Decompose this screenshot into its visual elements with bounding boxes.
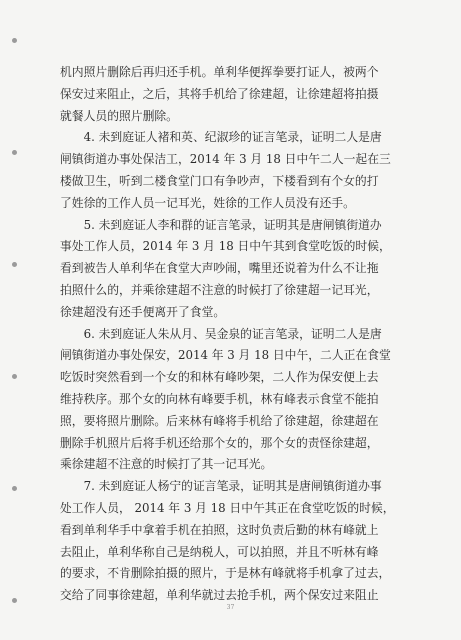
text-line: 楼做卫生，听到二楼食堂门口有争吵声，下楼看到有个女的打 [60, 173, 379, 188]
text-line: 徐建超没有还手便离开了食堂。 [60, 304, 226, 319]
binding-hole [12, 374, 17, 379]
binding-hole [12, 262, 17, 267]
binding-holes [12, 0, 18, 640]
text-line: 7. 未到庭证人杨宁的证言笔录，证明其是唐闸镇街道办事 [83, 479, 382, 494]
text-line: 删除手机照片后将手机还给那个女的，那个女的责怪徐建超， [60, 435, 379, 450]
text-line: 4. 未到庭证人褚和英、纪淑珍的证言笔录，证明二人是唐 [83, 130, 382, 145]
text-line: 机内照片删除后再归还手机。单利华便挥拳要打证人，被两个 [60, 65, 379, 79]
text-line: 就餐人员的照片删除。 [60, 108, 178, 123]
text-line: 看到单利华手中拿着手机在拍照，这时负责后勤的林有峰就上 [60, 522, 379, 537]
binding-hole [12, 486, 17, 491]
text-line: 拍照什么的，并乘徐建超不注意的时候打了徐建超一记耳光， [60, 282, 379, 297]
body-text [60, 62, 410, 607]
text-line: 闸镇街道办事处保安，2014 年 3 月 18 日中午，二人正在食堂 [60, 348, 391, 363]
text-line: 了姓徐的工作人员一记耳光，姓徐的工作人员没有还手。 [60, 195, 355, 210]
text-line: 事处工作人员，2014 年 3 月 18 日中午其到食堂吃饭的时候， [60, 239, 391, 254]
text-line: 照，要将照片删除。后来林有峰将手机给了徐建超，徐建超在 [60, 413, 379, 428]
binding-hole [12, 598, 17, 603]
text-line: 去阻止，单利华称自己是纳税人，可以拍照，并且不听林有峰 [60, 544, 379, 559]
text-line: 维持秩序。那个女的向林有峰要手机，林有峰表示食堂不能拍 [60, 391, 379, 406]
text-line: 的要求，不肯删除拍摄的照片，于是林有峰就将手机拿了过去， [60, 566, 391, 581]
page-number: 37 [226, 604, 235, 611]
text-line: 5. 未到庭证人李和群的证言笔录，证明其是唐闸镇街道办 [83, 217, 382, 232]
text-line: 6. 未到庭证人朱从月、吴金泉的证言笔录，证明二人是唐 [83, 326, 382, 341]
binding-hole [12, 38, 17, 43]
text-line: 吃饭时突然看到一个女的和林有峰吵架，二人作为保安便上去 [60, 370, 379, 385]
text-line: 处工作人员， 2014 年 3 月 18 日中午其正在食堂吃饭的时候， [60, 500, 395, 515]
binding-hole [12, 150, 17, 155]
text-line: 闸镇街道办事处保洁工，2014 年 3 月 18 日中午二人一起在三 [60, 152, 391, 167]
text-line: 看到被告人单利华在食堂大声吵闹，嘴里还说着为什么不让拖 [60, 261, 379, 276]
text-line: 保安过来阻止，之后，其将手机给了徐建超，让徐建超将拍摄 [60, 86, 379, 101]
text-line: 交给了同事徐建超，单利华就过去抢手机，两个保安过来阻止 [60, 588, 379, 603]
text-line: 乘徐建超不注意的时候打了其一记耳光。 [60, 457, 273, 472]
